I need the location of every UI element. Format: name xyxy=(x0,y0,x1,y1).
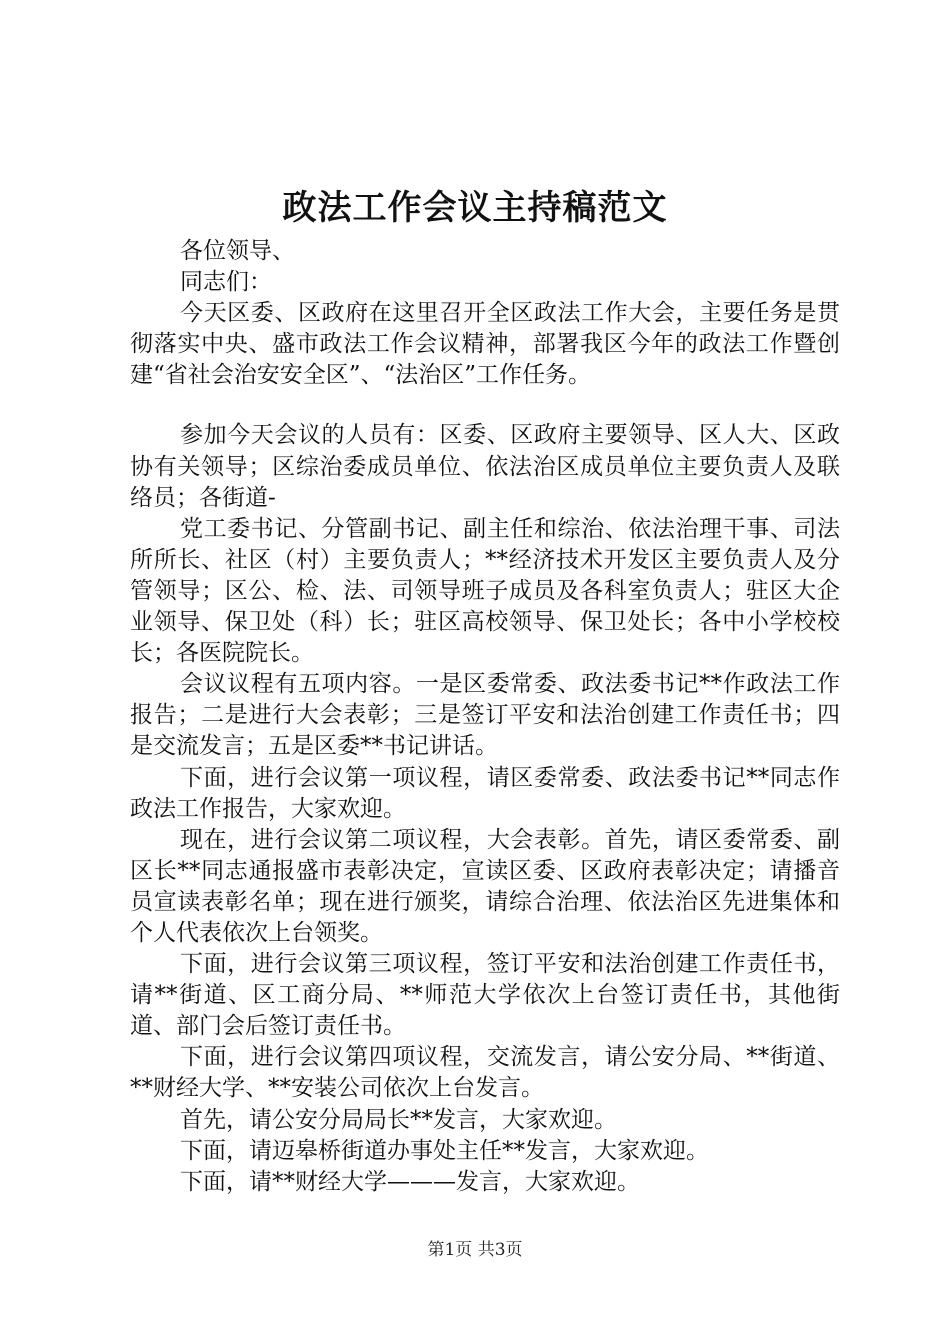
salutation-comrades: 同志们： xyxy=(180,269,272,296)
paragraph-agenda-item-3: 下面，进行会议第三项议程，签订平安和法治创建工作责任书，请**街道、区工商分局、**师范大学依次上台签订责任书，其他街道、部门会后签订责任书。 xyxy=(130,951,840,1040)
page-number-footer: 第1页 共3页 xyxy=(427,1240,523,1260)
paragraph-attendees: 参加今天会议的人员有：区委、区政府主要领导、区人大、区政协有关领导；区综治委成员单位、依法治区成员单位主要负责人及联络员；各街道- xyxy=(130,422,840,511)
paragraph-attendees-continued: 党工委书记、分管副书记、副主任和综治、依法治理干事、司法所所长、社区（村）主要负责人；**经济技术开发区主要负责人及分管领导；区公、检、法、司领导班子成员及各科室负责人；驻区大企业领导、保卫处（科）长；驻区高校领导、保卫处长；各中小学校校长；各医院院长。 xyxy=(130,515,840,667)
document-body xyxy=(130,236,840,1198)
paragraph-speaker-3: 下面，请**财经大学———发言，大家欢迎。 xyxy=(180,1168,640,1195)
paragraph-agenda-item-4: 下面，进行会议第四项议程，交流发言，请公安分局、**街道、**财经大学、**安装公司依次上台发言。 xyxy=(130,1044,840,1102)
paragraph-opening: 今天区委、区政府在这里召开全区政法工作大会，主要任务是贯彻落实中央、盛市政法工作会议精神，部署我区今年的政法工作暨创建“省社会治安安全区”、“法治区”工作任务。 xyxy=(130,300,840,389)
salutation-leaders: 各位领导、 xyxy=(180,238,295,264)
paragraph-agenda-item-1: 下面，进行会议第一项议程，请区委常委、政法委书记**同志作政法工作报告，大家欢迎。 xyxy=(130,764,840,822)
paragraph-speaker-1: 首先，请公安分局局长**发言，大家欢迎。 xyxy=(180,1106,617,1133)
paragraph-agenda: 会议议程有五项内容。一是区委常委、政法委书记**作政法工作报告；二是进行大会表彰；三是签订平安和法治创建工作责任书；四是交流发言；五是区委**书记讲话。 xyxy=(130,671,840,760)
document-title: 政法工作会议主持稿范文 xyxy=(282,188,668,228)
paragraph-agenda-item-2: 现在，进行会议第二项议程，大会表彰。首先，请区委常委、副区长**同志通报盛市表彰决定，宣读区委、区政府表彰决定；请播音员宣读表彰名单；现在进行颁奖，请综合治理、依法治区先进集体和个人代表依次上台领奖。 xyxy=(130,826,840,946)
paragraph-speaker-2: 下面，请迈皋桥街道办事处主任**发言，大家欢迎。 xyxy=(180,1137,709,1164)
